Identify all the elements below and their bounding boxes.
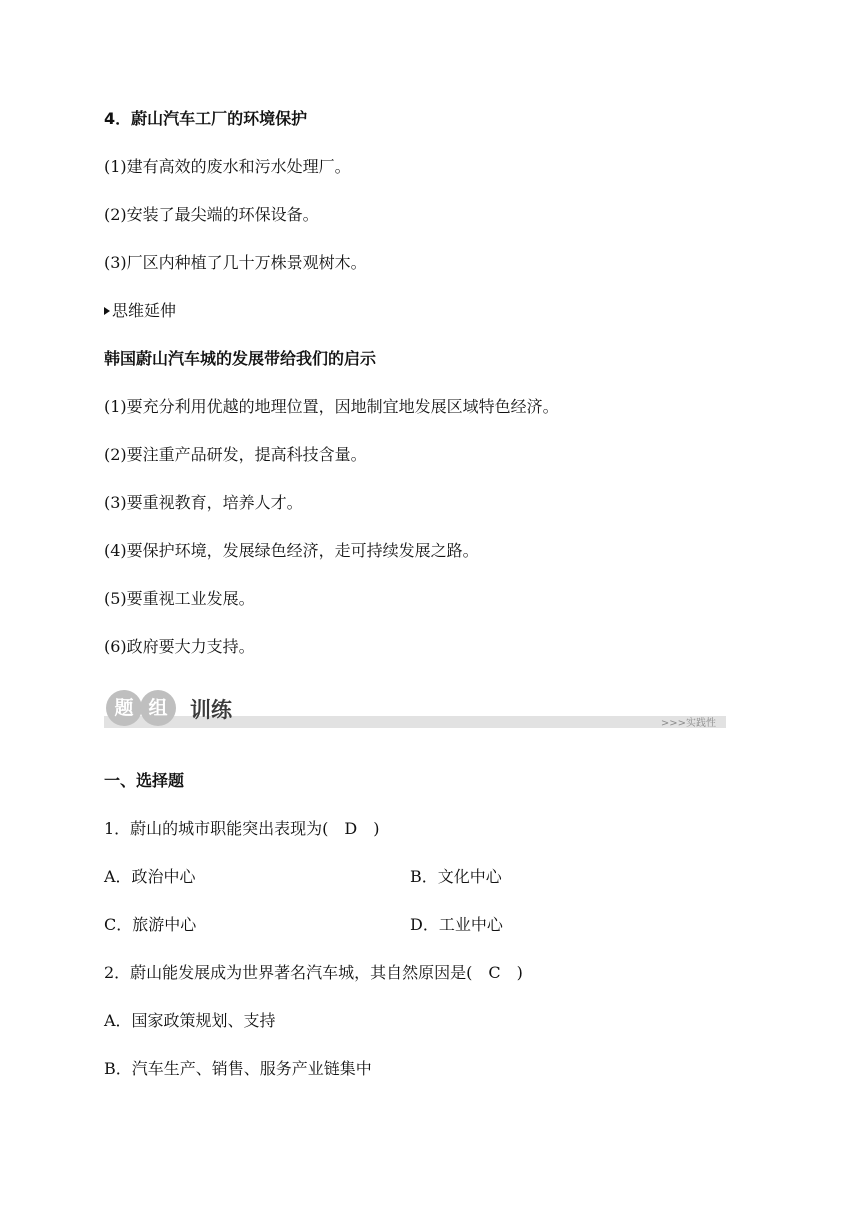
extension-label-text: 思维延伸 [112, 301, 177, 320]
list-item: (1)建有高效的废水和污水处理厂。 [104, 157, 351, 176]
list-item: (3)要重视教育，培养人才。 [104, 493, 303, 512]
list-item: (1)要充分利用优越的地理位置，因地制宜地发展区域特色经济。 [104, 397, 559, 416]
option-c: C．旅游中心 [104, 915, 197, 934]
option-b: B．文化中心 [410, 867, 502, 886]
option-b: B．汽车生产、销售、服务产业链集中 [104, 1059, 372, 1078]
question-stem: 1．蔚山的城市职能突出表现为( D ) [104, 819, 380, 838]
extension-label [104, 300, 176, 322]
section-banner [104, 690, 726, 736]
list-item: (4)要保护环境，发展绿色经济，走可持续发展之路。 [104, 541, 479, 560]
option-row [104, 914, 503, 936]
triangle-bullet-icon [104, 307, 110, 315]
list-item: (5)要重视工业发展。 [104, 589, 255, 608]
question-stem: 2．蔚山能发展成为世界著名汽车城，其自然原因是( C ) [104, 963, 523, 982]
list-item: (2)要注重产品研发，提高科技含量。 [104, 445, 367, 464]
extension-heading: 韩国蔚山汽车城的发展带给我们的启示 [104, 349, 377, 368]
list-item: (3)厂区内种植了几十万株景观树木。 [104, 253, 367, 272]
banner-badge-2: 组 [140, 690, 176, 726]
banner-badge-1: 题 [106, 690, 142, 726]
list-item: (6)政府要大力支持。 [104, 637, 255, 656]
banner-title: 训练 [190, 698, 232, 722]
option-a: A．国家政策规划、支持 [104, 1011, 276, 1030]
option-d: D．工业中心 [410, 915, 503, 934]
option-row [104, 866, 502, 888]
section-heading: 4．蔚山汽车工厂的环境保护 [104, 109, 308, 128]
list-item: (2)安装了最尖端的环保设备。 [104, 205, 319, 224]
option-a: A．政治中心 [104, 867, 196, 886]
exercise-section-title: 一、选择题 [104, 771, 185, 790]
banner-tag: >>>实践性 [660, 718, 716, 729]
